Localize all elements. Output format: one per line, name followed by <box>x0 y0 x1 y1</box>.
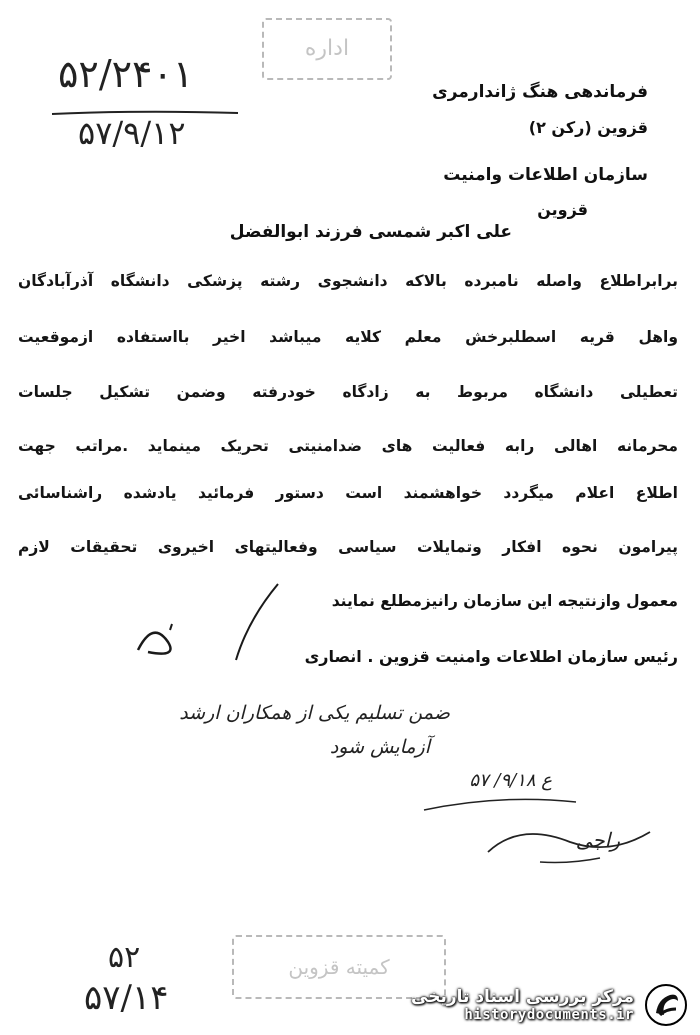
body-line: اطلاع اعلام میگردد خواهشمند است دستور فرمائید یادشده راشناسائی <box>18 484 678 502</box>
body-line: پیرامون نحوه افکار وتمایلات سیاسی وفعالیتهای اخیروی تحقیقات لازم <box>18 538 678 556</box>
hand-note-line1: ضمن تسلیم یکی از همکاران ارشد <box>179 702 450 724</box>
reference-date: ۵۷/۹/۱۲ <box>78 114 186 152</box>
signature-line: رئیس سازمان اطلاعات وامنیت قزوین . انصاری <box>304 647 678 666</box>
hand-note-line2: آزمایش شود <box>329 736 430 758</box>
body-line-last: معمول وازنتیجه این سازمان رانیزمطلع نمایند <box>331 592 678 610</box>
archive-logo-icon <box>644 983 688 1027</box>
sender-line1: سازمان اطلاعات وامنیت <box>443 165 648 185</box>
hand-note-sign: راجی <box>575 828 620 852</box>
bottom-ref-line2: ۵۷/۱۴ <box>84 978 169 1018</box>
hand-note-signature <box>480 812 660 872</box>
reference-number: ۵۲/۲۴۰۱ <box>58 52 194 96</box>
bottom-ref-line1: ۵۲ <box>108 940 141 975</box>
body-line: تعطیلی دانشگاه مربوط به زادگاه خودرفته وضمن تشکیل جلسات <box>18 383 678 401</box>
recipient-line1: فرماندهی هنگ ژاندارمری <box>432 82 648 102</box>
recipient-line2: قزوین (رکن ۲) <box>528 118 648 137</box>
body-line: برابراطلاع واصله نامبرده بالاکه دانشجوی رشته پزشکی دانشگاه آذرآبادگان <box>18 272 678 290</box>
subject-line: علی اکبر شمسی فرزند ابوالفضل <box>229 222 512 242</box>
bottom-stamp: کمیته قزوین <box>232 935 446 999</box>
signature-scribble <box>108 580 288 670</box>
archive-watermark <box>411 983 688 1027</box>
body-line: واهل قریه اسطلبرخش معلم کلایه میباشد اخیر بااستفاده ازموقعیت <box>18 328 678 346</box>
hand-note-line3: ع ۹/۱۸/ ۵۷ <box>469 770 552 791</box>
sender-line2: قزوین <box>537 200 588 219</box>
body-line: محرمانه اهالی رابه فعالیت های ضدامنیتی تحریک مینماید .مراتب جهت <box>18 437 678 455</box>
watermark-title: مرکز بررسی اسناد تاریخی <box>411 987 634 1007</box>
watermark-url: historydocuments.ir <box>464 1007 634 1023</box>
top-stamp: اداره <box>262 18 392 80</box>
